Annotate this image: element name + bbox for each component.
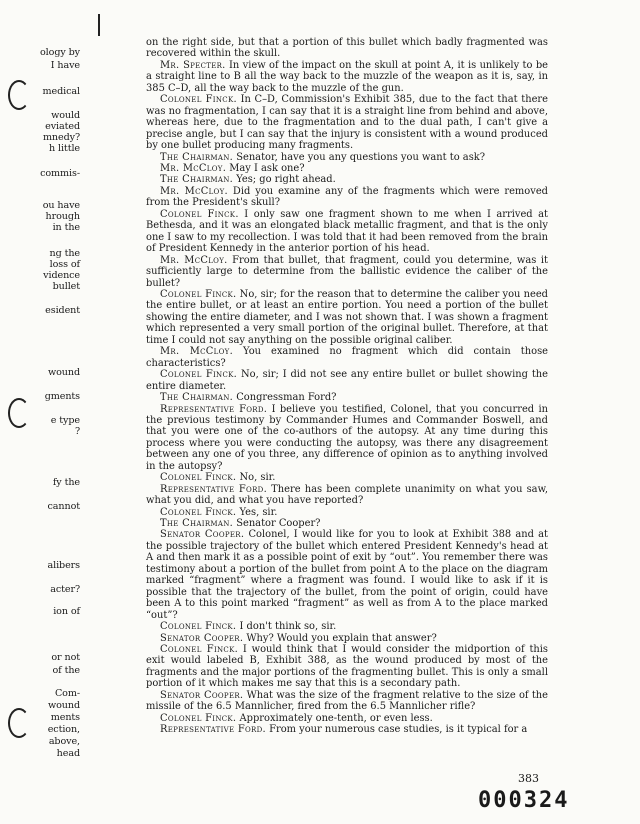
speaker-name: The Chairman. bbox=[160, 518, 234, 530]
speech-text: Colonel, I would like for you to look at Exhibit 388 and at the possible trajectory of the bullet which entered President Kennedy's head at A and then mark it as a possible point of exit by “out”. You remember there was testimony about a portion of the bullet from point A to the place on the diagram marked “fragment” where a fragment was found. I would like to ask if it is possible that the trajectory of the bullet, from the point of origin, could have been A to this point marked “fragment” as well as from A to the place marked “out”? bbox=[146, 529, 548, 621]
margin-fragment: head bbox=[56, 748, 80, 759]
speech-text: May I ask one? bbox=[226, 162, 305, 174]
margin-fragment: acter? bbox=[50, 584, 80, 595]
speech-text: Senator, have you any questions you want to ask? bbox=[233, 151, 486, 163]
testimony-text bbox=[146, 37, 548, 736]
margin-fragment: ou have bbox=[42, 200, 80, 211]
speech-text: I believe you testified, Colonel, that you concurred in the previous testimony by Commander Humes and Commander Boswell, and that you were one of the co-authors of the autopsy. At any time during this process where you were conducting the autopsy, was there any disagreement between any one of you three, any difference of opinion as to anything involved in the autopsy? bbox=[146, 403, 548, 472]
margin-fragment: eviated bbox=[45, 121, 80, 132]
speech-text: No, sir; for the reason that to determine the caliber you need the entire bullet, or at least an entire portion. You need a portion of the bullet showing the entire diameter, and I was not shown that. I was shown a fragment which represented a very small portion of the original bullet. Therefore, at that time I could not say anything on the possible original caliber. bbox=[146, 288, 548, 346]
margin-fragment: ments bbox=[50, 712, 80, 723]
testimony-paragraph bbox=[146, 633, 548, 644]
speech-text: Why? Would you explain that answer? bbox=[243, 632, 437, 644]
testimony-paragraph bbox=[146, 163, 548, 174]
speech-text: Approximately one-tenth, or even less. bbox=[236, 712, 433, 724]
speaker-name: Colonel Finck. bbox=[160, 621, 237, 633]
testimony-paragraph bbox=[146, 404, 548, 473]
speaker-name: Colonel Finck. bbox=[160, 506, 237, 518]
speech-text: You examined no fragment which did contain those characteristics? bbox=[146, 346, 548, 369]
speaker-name: Mr. McCloy. bbox=[160, 346, 234, 358]
speech-text: I only saw one fragment shown to me when I arrived at Bethesda, and it was an elongated black metallic fragment, and that is the only one I saw to my recollection. I was told that it had been removed from the brain of President Kennedy in the anterior portion of his head. bbox=[146, 208, 548, 255]
testimony-paragraph bbox=[146, 472, 548, 483]
margin-fragment: hrough bbox=[45, 211, 80, 222]
speech-text: Yes; go right ahead. bbox=[233, 174, 336, 186]
speaker-name: The Chairman. bbox=[160, 174, 234, 186]
speech-text: Yes, sir. bbox=[236, 506, 278, 518]
speaker-name: Mr. Specter. bbox=[160, 59, 226, 71]
margin-fragment: gments bbox=[44, 391, 80, 402]
margin-fragment: cannot bbox=[47, 501, 80, 512]
speaker-name: Colonel Finck. bbox=[160, 644, 239, 656]
speaker-name: Mr. McCloy. bbox=[160, 185, 228, 197]
margin-fragment: bullet bbox=[52, 281, 80, 292]
testimony-paragraph bbox=[146, 37, 548, 60]
margin-fragment: e type bbox=[50, 415, 80, 426]
speech-text: From your numerous case studies, is it typical for a bbox=[265, 724, 528, 736]
speech-text: There has been complete unanimity on what you saw, what you did, and what you have reported? bbox=[146, 483, 548, 507]
speech-text: In C–D, Commission's Exhibit 385, due to the fact that there was no fragmentation, I can say that it is a straight line from behind and above, whereas here, due to the fragmentation and to the dual path, I can't give a precise angle, but I can say that the injury is consistent with a wound produced by one bullet producing many fragments. bbox=[146, 94, 548, 152]
speaker-name: Senator Cooper. bbox=[160, 632, 244, 644]
testimony-paragraph bbox=[146, 529, 548, 621]
speaker-name: The Chairman. bbox=[160, 151, 234, 163]
speaker-name: Senator Cooper. bbox=[160, 529, 245, 541]
margin-fragment: of the bbox=[52, 665, 80, 676]
testimony-paragraph bbox=[146, 724, 548, 735]
testimony-paragraph bbox=[146, 174, 548, 185]
margin-fragment: fy the bbox=[52, 477, 80, 488]
testimony-paragraph bbox=[146, 94, 548, 151]
testimony-paragraph bbox=[146, 690, 548, 713]
speaker-name: Colonel Finck. bbox=[160, 712, 237, 724]
speech-text: I would think that I would consider the midportion of this exit would labeled B, Exhibit 388, as the wound produced by most of the fragments and the major portions of the fragmenting bullet. This is only a small portion of it which makes me say that this is a secondary path. bbox=[146, 644, 548, 690]
margin-fragment: vidence bbox=[43, 270, 80, 281]
testimony-paragraph bbox=[146, 713, 548, 724]
testimony-paragraph bbox=[146, 186, 548, 209]
testimony-paragraph bbox=[146, 255, 548, 289]
speaker-name: Colonel Finck. bbox=[160, 369, 238, 381]
testimony-paragraph bbox=[146, 369, 548, 392]
binder-hole bbox=[8, 80, 30, 110]
testimony-paragraph bbox=[146, 507, 548, 518]
margin-fragment: h little bbox=[48, 143, 80, 154]
speech-text: No, sir. bbox=[236, 472, 276, 484]
margin-fragment: ection, bbox=[47, 724, 80, 735]
speaker-name: The Chairman. bbox=[160, 392, 234, 404]
margin-fragment: or not bbox=[51, 652, 80, 663]
margin-mark bbox=[98, 14, 100, 36]
testimony-paragraph bbox=[146, 209, 548, 255]
speaker-name: Representative Ford. bbox=[160, 403, 268, 415]
margin-fragment: would bbox=[51, 110, 80, 121]
speech-text: I don't think so, sir. bbox=[236, 621, 337, 633]
speech-text: No, sir; I did not see any entire bullet or bullet showing the entire diameter. bbox=[146, 369, 548, 392]
speaker-name: Colonel Finck. bbox=[160, 472, 237, 484]
speaker-name: Mr. McCloy. bbox=[160, 254, 228, 266]
page-number: 383 bbox=[518, 772, 539, 785]
margin-fragment: in the bbox=[52, 222, 80, 233]
speech-text: In view of the impact on the skull at point A, it is unlikely to be a straight line to B all the way back to the muzzle of the weapon as it is, say, in 385 C–D, all the way back to the muzzle of the gun. bbox=[146, 59, 548, 94]
speech-text: on the right side, but that a portion of this bullet which badly fragmented was recovered within the skull. bbox=[146, 37, 548, 60]
testimony-paragraph bbox=[146, 392, 548, 403]
speech-text: Did you examine any of the fragments which were removed from the President's skull? bbox=[146, 185, 548, 209]
speech-text: Senator Cooper? bbox=[233, 518, 321, 530]
speaker-name: Colonel Finck. bbox=[160, 208, 239, 220]
speaker-name: Representative Ford. bbox=[160, 483, 268, 495]
speaker-name: Mr. McCloy. bbox=[160, 162, 227, 174]
binder-hole bbox=[8, 398, 30, 428]
testimony-paragraph bbox=[146, 518, 548, 529]
margin-fragment: wound bbox=[48, 367, 80, 378]
document-stamp-number: 000324 bbox=[478, 788, 570, 813]
margin-fragment: ion of bbox=[53, 606, 80, 617]
margin-fragment: commis- bbox=[40, 168, 80, 179]
testimony-paragraph bbox=[146, 60, 548, 94]
speech-text: What was the size of the fragment relative to the size of the missile of the 6.5 Mannlicher, fired from the 6.5 Mannlicher rifle? bbox=[146, 689, 548, 713]
margin-fragment: esident bbox=[45, 305, 80, 316]
margin-fragment: Com- bbox=[54, 688, 80, 699]
binder-hole bbox=[8, 708, 30, 738]
speaker-name: Colonel Finck. bbox=[160, 94, 237, 106]
margin-fragment: mnedy? bbox=[42, 132, 80, 143]
testimony-paragraph bbox=[146, 152, 548, 163]
margin-fragment: loss of bbox=[49, 259, 80, 270]
margin-fragment: I have bbox=[50, 60, 80, 71]
margin-fragment: alibers bbox=[47, 560, 80, 571]
testimony-paragraph bbox=[146, 484, 548, 507]
testimony-paragraph bbox=[146, 346, 548, 369]
margin-fragment: ology by bbox=[40, 47, 80, 58]
margin-fragment: medical bbox=[42, 86, 80, 97]
testimony-paragraph bbox=[146, 289, 548, 346]
speaker-name: Colonel Finck. bbox=[160, 288, 237, 300]
margin-fragment: ng the bbox=[49, 248, 80, 259]
margin-fragment: wound bbox=[48, 700, 80, 711]
speaker-name: Representative Ford. bbox=[160, 724, 266, 736]
speech-text: Congressman Ford? bbox=[233, 392, 337, 404]
margin-fragment: above, bbox=[48, 736, 80, 747]
speaker-name: Senator Cooper. bbox=[160, 689, 244, 701]
testimony-paragraph bbox=[146, 644, 548, 690]
speech-text: From that bullet, that fragment, could you determine, was it sufficiently large to determine from the ballistic evidence the caliber of the bullet? bbox=[146, 254, 548, 289]
testimony-paragraph bbox=[146, 621, 548, 632]
margin-fragment: ? bbox=[74, 426, 80, 437]
